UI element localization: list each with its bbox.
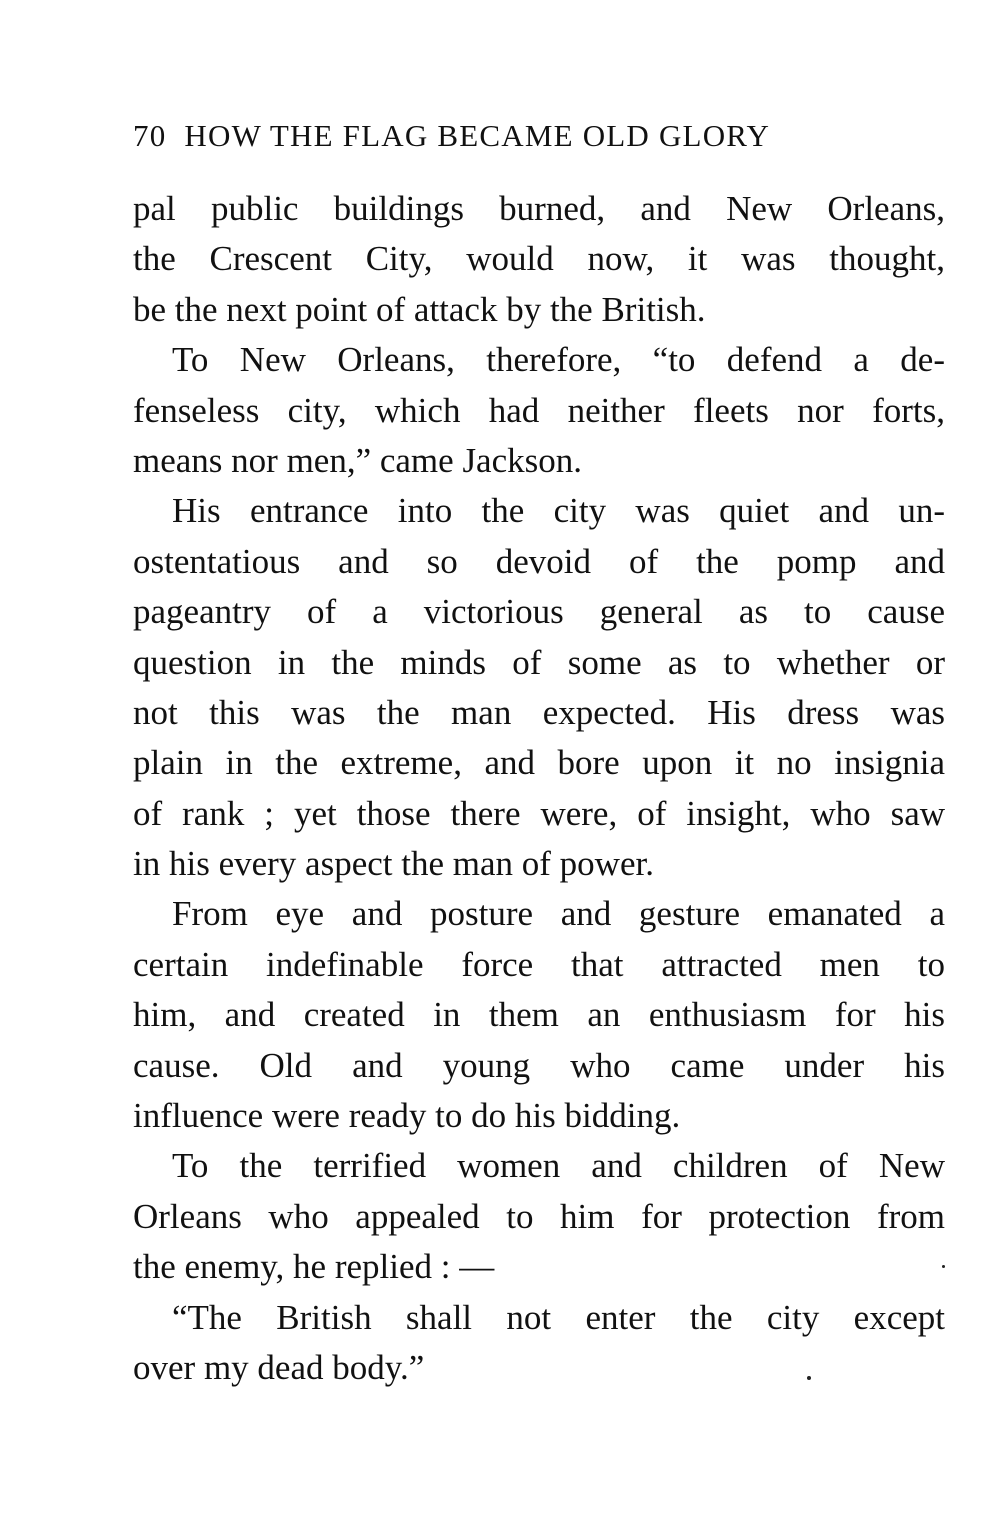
text-line: influence were ready to do his bidding. <box>133 1096 681 1136</box>
text-line: him, and created in them an enthusiasm for his <box>133 995 945 1035</box>
text-line: over my dead body.” <box>133 1347 425 1387</box>
body-text <box>133 184 945 1393</box>
page-number: 70 <box>133 118 167 153</box>
text-line: His entrance into the city was quiet and un- <box>172 491 945 531</box>
text-line: From eye and posture and gesture emanated a <box>172 894 945 934</box>
text-line: be the next point of attack by the British. <box>133 289 706 329</box>
text-line: plain in the extreme, and bore upon it no insignia <box>133 743 945 783</box>
text-line: Orleans who appealed to him for protection from <box>133 1196 945 1236</box>
text-line: fenseless city, which had neither fleets nor forts, <box>133 390 945 430</box>
text-line: the Crescent City, would now, it was thought, <box>133 239 945 279</box>
text-line: To the terrified women and children of New <box>172 1146 945 1186</box>
text-line: pal public buildings burned, and New Orleans, <box>133 189 945 228</box>
text-line: in his every aspect the man of power. <box>133 844 654 884</box>
text-line: To New Orleans, therefore, “to defend a de- <box>172 340 945 380</box>
text-line: ostentatious and so devoid of the pomp and <box>133 541 945 581</box>
text-line: question in the minds of some as to whether or <box>133 642 945 682</box>
text-line: not this was the man expected. His dress was <box>133 692 945 732</box>
print-speck <box>942 1265 945 1268</box>
text-line: cause. Old and young who came under his <box>133 1045 945 1085</box>
text-line: the enemy, he replied : — <box>133 1247 495 1287</box>
running-head <box>133 112 945 160</box>
print-speck <box>807 1376 811 1380</box>
text-line: “The British shall not enter the city except <box>172 1297 945 1337</box>
text-line: pageantry of a victorious general as to cause <box>133 592 945 632</box>
text-line: of rank ; yet those there were, of insight, who saw <box>133 793 945 833</box>
text-line: means nor men,” came Jackson. <box>133 440 583 480</box>
running-title: HOW THE FLAG BECAME OLD GLORY <box>184 118 771 153</box>
text-line: certain indefinable force that attracted men to <box>133 944 945 984</box>
